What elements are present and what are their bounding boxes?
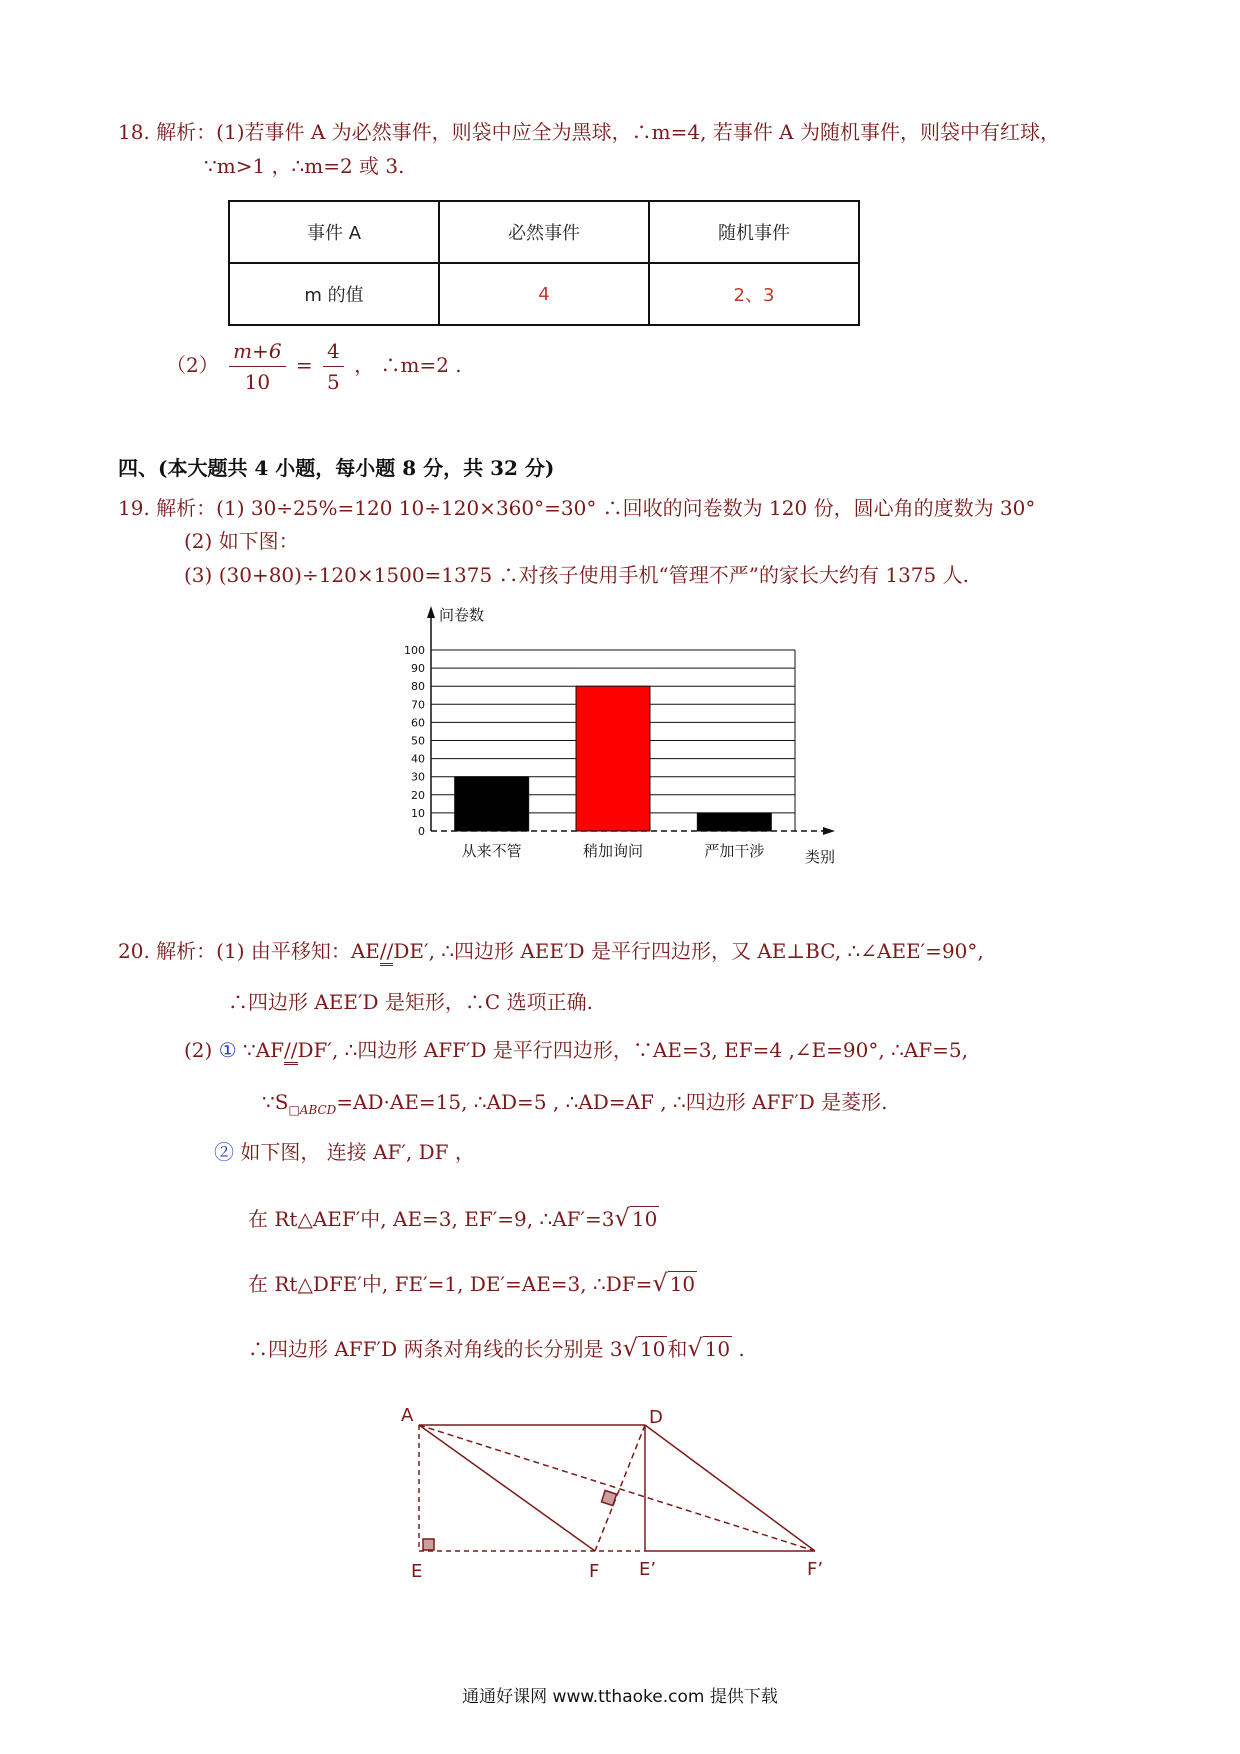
q20-line7-text: 在 Rt△DFE′中, FE′=1, DE′=AE=3, ∴DF= [248, 1272, 653, 1296]
sqrt-symbol: √ [614, 1204, 630, 1232]
label-f: F [589, 1561, 600, 1582]
y-tick-label: 100 [404, 644, 425, 657]
q20-line-4 [262, 1088, 888, 1124]
q18-part2-prefix: （2） [166, 353, 219, 377]
q20-line8-end: . [732, 1337, 745, 1361]
fraction-2-numerator: 4 [323, 336, 344, 367]
right-angle-mark-e [423, 1539, 434, 1550]
right-angle-mark-center [601, 1490, 616, 1505]
equals-sign: = [295, 353, 313, 377]
parallel-equal-symbol-1: // [380, 939, 393, 966]
table-header-certain: 必然事件 [439, 201, 649, 263]
q20-line5-text: 如下图， 连接 AF′, DF ， [234, 1140, 475, 1164]
q18-line-1: 18. 解析：(1)若事件 A 为必然事件，则袋中应全为黑球，∴m=4, 若事件 A 为随机事件，则袋中有红球， [118, 120, 1060, 144]
fraction-4-over-5 [323, 336, 344, 397]
table-row-label: m 的值 [229, 263, 439, 325]
q19-line-2: (2) 如下图： [184, 529, 299, 553]
fraction-1-numerator: m+6 [229, 336, 285, 367]
q20-line-2: ∴四边形 AEE′D 是矩形，∴C 选项正确. [228, 990, 593, 1014]
section-heading: 四、(本大题共 4 小题，每小题 8 分，共 32 分) [118, 456, 555, 480]
y-tick-label: 30 [411, 770, 425, 784]
y-axis-arrow [427, 606, 435, 618]
q20-line-3 [184, 1036, 968, 1064]
q18-part2-suffix: ， ∴m=2 . [354, 353, 462, 377]
chart-ylabel: 问卷数 [439, 606, 485, 624]
x-axis-arrow [823, 827, 835, 835]
q20-line3-prefix: (2) [184, 1038, 219, 1062]
diagonal-af-prime [419, 1425, 815, 1551]
bar-chart [395, 600, 855, 870]
q19-line-1: 19. 解析：(1) 30÷25%=120 10÷120×360°=30° ∴回收的问卷数为 120 份，圆心角的度数为 30° [118, 496, 1036, 520]
x-category-label: 从来不管 [461, 842, 522, 860]
bar [455, 777, 529, 831]
x-category-label: 稍加询问 [582, 842, 644, 860]
segment-df-prime [645, 1425, 815, 1551]
geometry-diagram [395, 1405, 855, 1605]
q18-part-2 [166, 335, 462, 397]
table-header-event: 事件 A [229, 201, 439, 263]
x-category-label: 严加干涉 [704, 842, 765, 860]
bar [697, 813, 771, 831]
bar [576, 686, 650, 831]
chart-xlabel: 类别 [805, 848, 836, 866]
parallel-equal-symbol-2: // [284, 1038, 297, 1065]
event-table [228, 200, 860, 326]
sqrt-radicand: 10 [669, 1272, 696, 1296]
label-e: E [411, 1561, 423, 1582]
q20-line3-a: ∵AF [236, 1038, 285, 1062]
y-tick-label: 70 [411, 698, 425, 712]
sqrt-symbol: √ [652, 1269, 668, 1297]
sqrt-symbol: √ [622, 1334, 638, 1362]
y-tick-label: 10 [411, 806, 425, 820]
sqrt-radicand: 10 [631, 1207, 658, 1231]
fraction-1-denominator: 10 [244, 370, 271, 394]
table-cell-random: 2、3 [649, 263, 859, 325]
q20-line-1 [118, 937, 984, 965]
segment-af [419, 1425, 595, 1551]
q20-line6-text: 在 Rt△AEF′中, AE=3, EF′=9, ∴AF′=3 [248, 1207, 615, 1231]
q20-line-5 [214, 1138, 475, 1166]
q20-line8-and: 和 [667, 1337, 688, 1361]
y-tick-label: 50 [411, 734, 425, 748]
circled-number-1: ① [218, 1038, 237, 1062]
q20-line1-start: 20. 解析：(1) 由平移知：AE [118, 939, 380, 963]
q20-line3-c: DF′, ∴四边形 AFF′D 是平行四边形，∵AE=3, EF=4 ,∠E=90°, ∴AF=5, [297, 1038, 968, 1062]
diagonal-df [595, 1425, 645, 1551]
label-f-prime: F’ [807, 1559, 824, 1580]
q19-line-3: (3) (30+80)÷120×1500=1375 ∴对孩子使用手机“管理不严”的家长大约有 1375 人. [184, 563, 969, 587]
sqrt-symbol: √ [687, 1334, 703, 1362]
label-a: A [401, 1405, 414, 1426]
q20-line-6 [248, 1204, 659, 1233]
y-tick-label: 90 [411, 662, 425, 676]
label-e-prime: E’ [639, 1559, 657, 1580]
q18-line-2: ∵m>1 ，∴m=2 或 3. [204, 154, 405, 178]
q20-line8-text: ∴四边形 AFF′D 两条对角线的长分别是 3 [248, 1337, 623, 1361]
area-subscript: □ABCD [288, 1103, 337, 1117]
y-tick-label: 60 [411, 716, 425, 730]
q20-line-8 [248, 1334, 745, 1363]
y-tick-label: 80 [411, 680, 425, 694]
sqrt-radicand: 10 [639, 1337, 666, 1361]
table-header-random: 随机事件 [649, 201, 859, 263]
fraction-m-plus-6-over-10 [229, 336, 285, 397]
q20-line4-a: ∵S [262, 1090, 289, 1114]
y-tick-label: 0 [418, 825, 425, 838]
q20-line4-b: =AD·AE=15, ∴AD=5 , ∴AD=AF , ∴四边形 AFF′D 是菱形. [336, 1090, 888, 1114]
y-tick-label: 40 [411, 752, 425, 766]
table-cell-certain: 4 [439, 263, 649, 325]
circled-number-2: ② [214, 1140, 234, 1164]
y-tick-label: 20 [411, 788, 425, 802]
fraction-2-denominator: 5 [327, 370, 340, 394]
q20-line-7 [248, 1269, 697, 1298]
page-footer: 通通好课网 www.tthaoke.com 提供下载 [462, 1687, 778, 1707]
q20-line1-end: DE′, ∴四边形 AEE′D 是平行四边形，又 AE⊥BC, ∴∠AEE′=90°, [393, 939, 984, 963]
sqrt-radicand: 10 [704, 1337, 731, 1361]
label-d: D [649, 1407, 663, 1428]
